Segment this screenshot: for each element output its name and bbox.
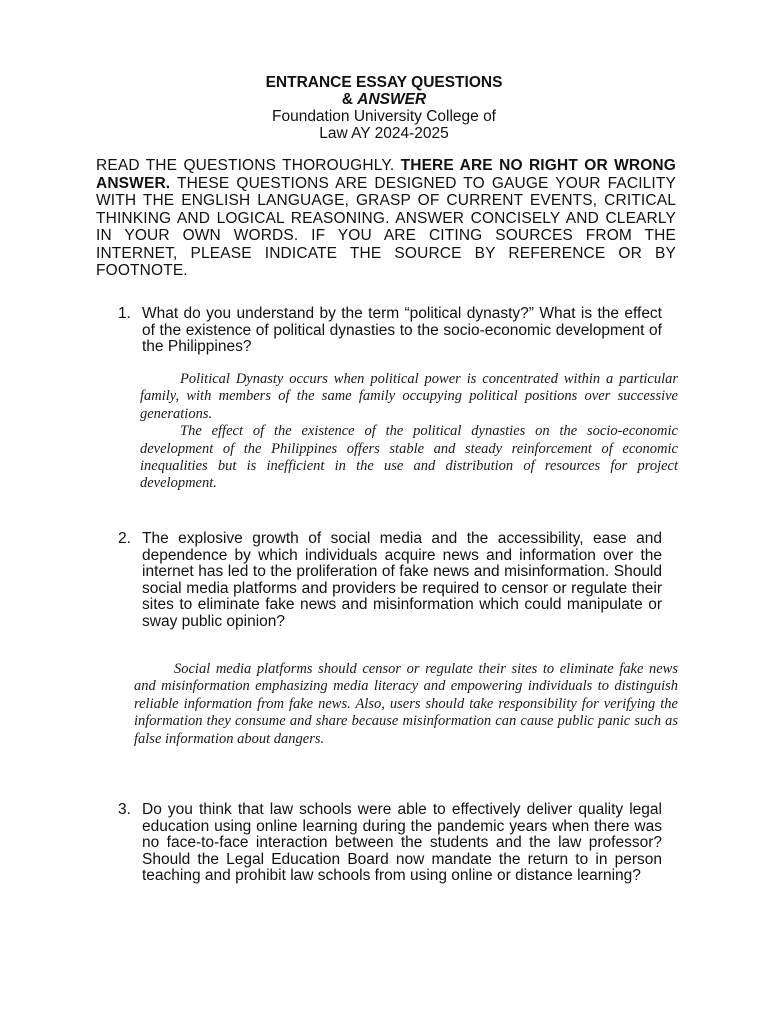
answer-word: ANSWER	[357, 91, 427, 108]
document-subtitle	[0, 91, 768, 108]
question-number: 3.	[118, 801, 131, 818]
answer-2	[134, 661, 678, 748]
question-3	[118, 802, 662, 885]
document-header	[0, 74, 768, 142]
answer-paragraph: Social media platforms should censor or regulate their sites to eliminate fake news and misinformation emphasizing media literacy and empowering individuals to distinguish reliable information from fake news. Also, users should take responsibility for verifying the information they consume and share because misinformation can cause public panic such as false information about dangers.	[134, 661, 678, 747]
question-text: The explosive growth of social media and the accessibility, ease and dependence by which individuals acquire news and information over the internet has led to the proliferation of fake news and misinformation. Should social media platforms and providers be required to censor or regulate their sites to eliminate fake news and misinformation which could manipulate or sway public opinion?	[142, 530, 662, 630]
question-number: 2.	[118, 530, 131, 547]
answer-paragraph: The effect of the existence of the political dynasties on the socio-economic development of the Philippines offers stable and steady reinforcement of economic inequalities but is inefficient in the use and distribution of resources for project development.	[140, 423, 678, 492]
document-title: ENTRANCE ESSAY QUESTIONS	[265, 74, 503, 91]
question-number: 1.	[118, 305, 131, 322]
instructions-emphasis: THERE ARE NO RIGHT OR WRONG ANSWER.	[96, 157, 676, 192]
question-1	[118, 306, 662, 356]
institution-line-2: Law AY 2024-2025	[319, 125, 449, 142]
instructions-paragraph	[96, 157, 676, 280]
instructions-lead: READ THE QUESTIONS THOROUGHLY.	[96, 157, 401, 174]
question-text: What do you understand by the term “political dynasty?” What is the effect of the existence of political dynasties to the socio-economic development of the Philippines?	[142, 305, 662, 355]
answer-1	[140, 371, 678, 493]
question-text: Do you think that law schools were able to effectively deliver quality legal education using online learning during the pandemic years when there was no face-to-face interaction between the students and the law professor? Should the Legal Education Board now mandate the return to in person teaching and prohibit law schools from using online or distance learning?	[142, 801, 662, 884]
institution-line-1: Foundation University College of	[271, 108, 496, 125]
question-2	[118, 531, 662, 630]
instructions-body: THESE QUESTIONS ARE DESIGNED TO GAUGE YOUR FACILITY WITH THE ENGLISH LANGUAGE, GRASP OF CURRENT EVENTS, CRITICAL THINKING AND LOGICAL REASONING. ANSWER CONCISELY AND CLEARLY IN YOUR OWN WORDS. IF YOU ARE CITING SOURCES FROM THE INTERNET, PLEASE INDICATE THE SOURCE BY REFERENCE OR BY FOOTNOTE.	[96, 174, 676, 279]
ampersand: &	[341, 91, 358, 108]
answer-paragraph: Political Dynasty occurs when political power is concentrated within a particular family, with members of the same family occupying political positions over successive generations.	[140, 371, 678, 422]
